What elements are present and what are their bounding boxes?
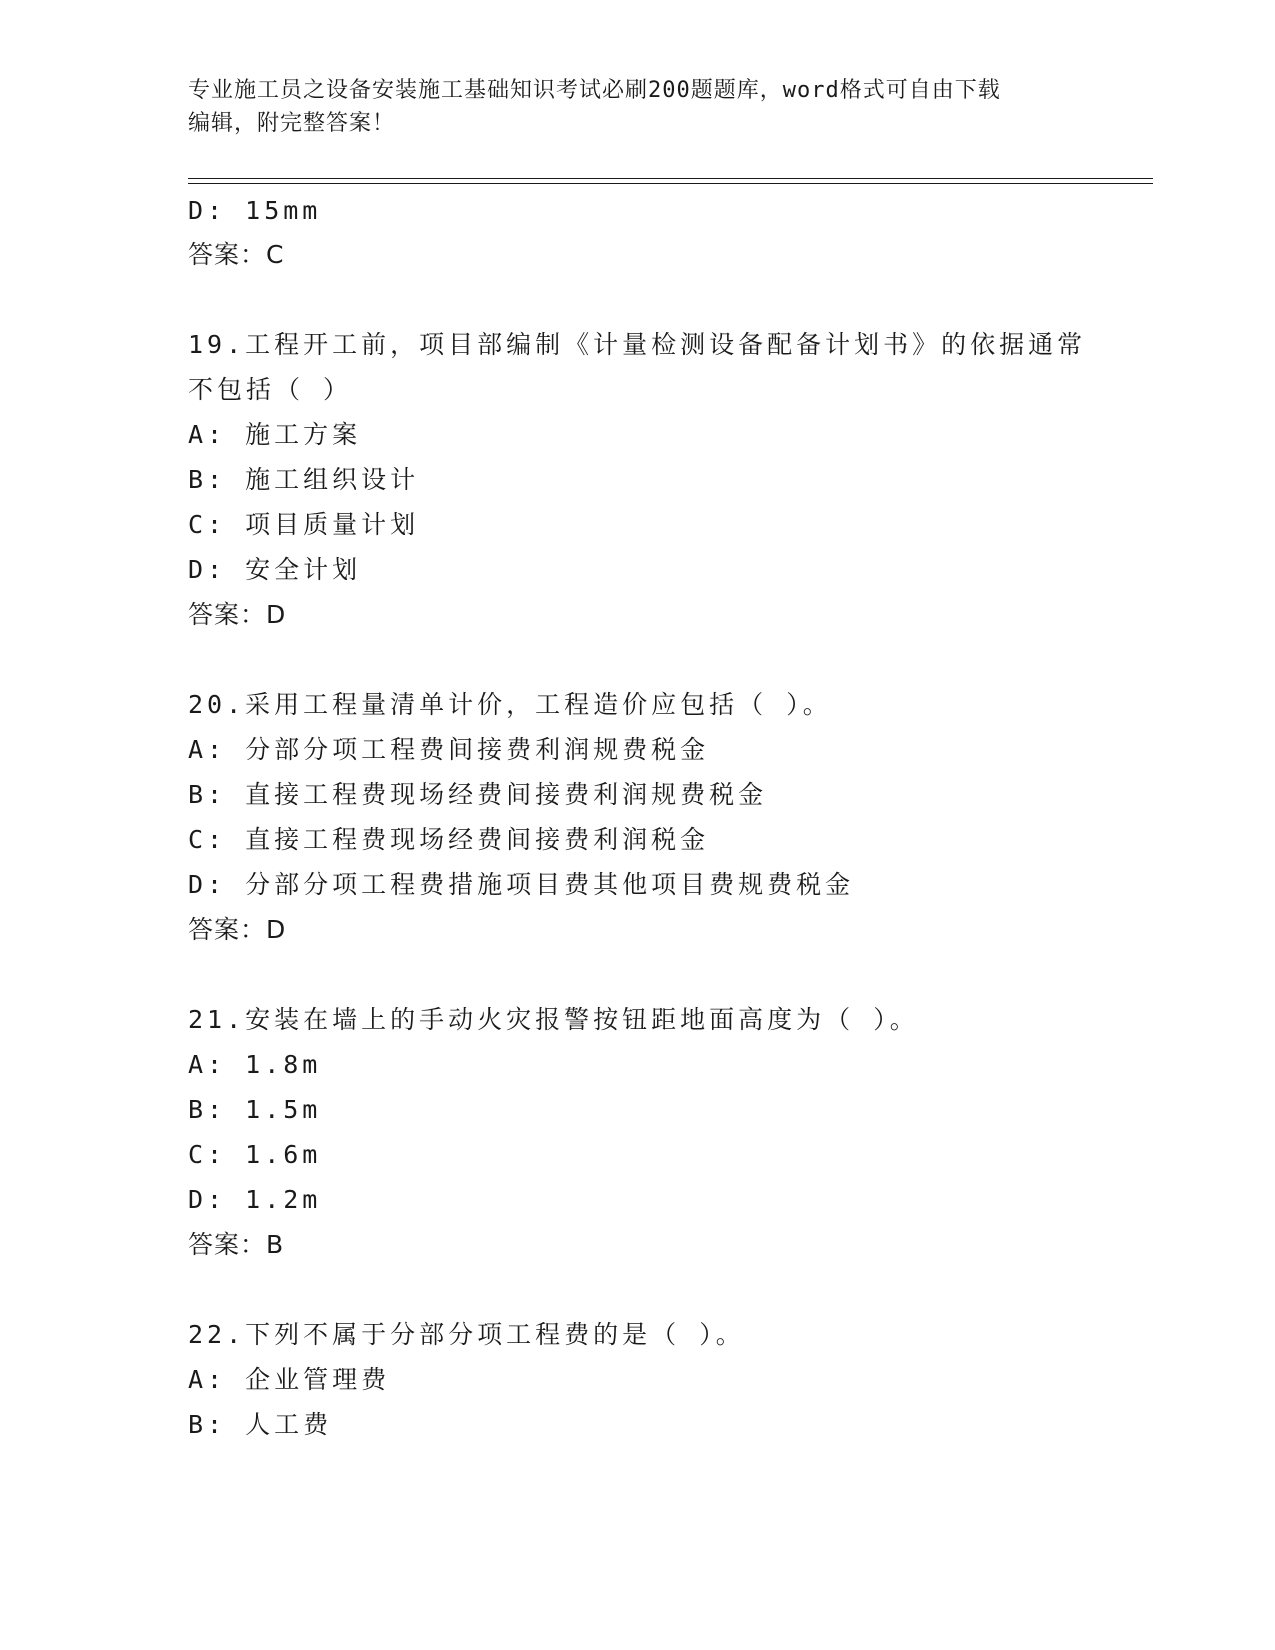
q21-option-a: A: 1.8m (188, 1050, 322, 1079)
q18-answer: 答案：C (188, 240, 285, 269)
q19-option-a: A: 施工方案 (188, 420, 362, 449)
q20-option-c: C: 直接工程费现场经费间接费利润税金 (188, 825, 710, 854)
header-divider-bottom (188, 183, 1153, 184)
q20-option-d: D: 分部分项工程费措施项目费其他项目费规费税金 (188, 870, 855, 899)
q21-question: 21.安装在墙上的手动火灾报警按钮距地面高度为（ ）。 (188, 1005, 919, 1034)
q20-answer: 答案：D (188, 915, 287, 944)
q21-answer: 答案：B (188, 1230, 285, 1259)
header-title-line-1: 专业施工员之设备安装施工基础知识考试必刷200题题库，word格式可自由下载 (188, 78, 1001, 103)
document-header (188, 74, 1088, 140)
q20-question: 20.采用工程量清单计价，工程造价应包括（ ）。 (188, 690, 832, 719)
q21-option-b: B: 1.5m (188, 1095, 322, 1124)
q20-option-b: B: 直接工程费现场经费间接费利润规费税金 (188, 780, 768, 809)
header-title-line-2: 编辑，附完整答案！ (188, 111, 396, 136)
q20-option-a: A: 分部分项工程费间接费利润规费税金 (188, 735, 710, 764)
q19-question-line-1: 19.工程开工前，项目部编制《计量检测设备配备计划书》的依据通常 (188, 330, 1087, 359)
q19-answer: 答案：D (188, 600, 287, 629)
q22-option-a: A: 企业管理费 (188, 1365, 391, 1394)
q19-question-line-2: 不包括（ ） (188, 375, 353, 404)
q19-option-d: D: 安全计划 (188, 555, 362, 584)
q22-question: 22.下列不属于分部分项工程费的是（ ）。 (188, 1320, 745, 1349)
header-divider-top (188, 178, 1153, 179)
q21-option-d: D: 1.2m (188, 1185, 322, 1214)
q22-option-b: B: 人工费 (188, 1410, 333, 1439)
q19-option-b: B: 施工组织设计 (188, 465, 420, 494)
q19-option-c: C: 项目质量计划 (188, 510, 420, 539)
q21-option-c: C: 1.6m (188, 1140, 322, 1169)
q18-option-d: D: 15mm (188, 196, 322, 225)
